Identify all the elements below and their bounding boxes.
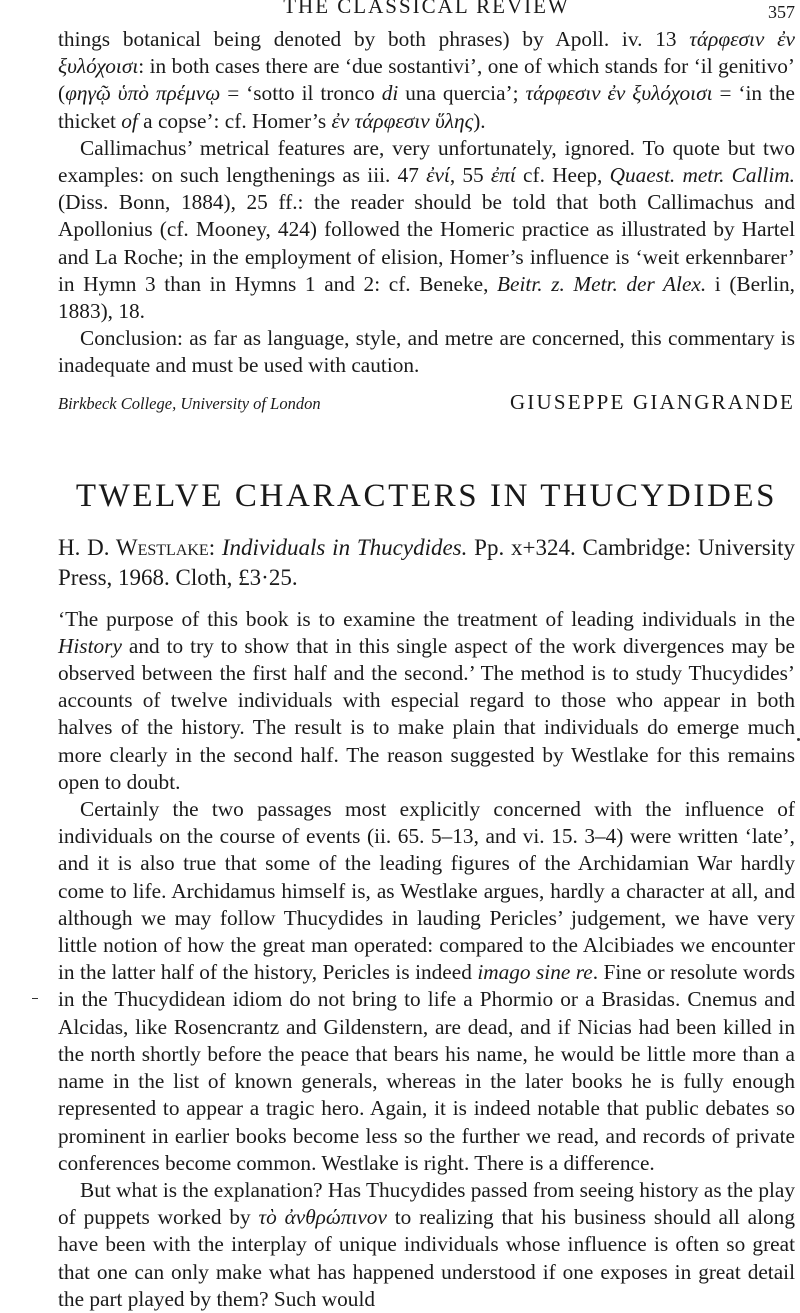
book-title: Quaest. metr. Callim. [609,163,795,188]
book-details: Pp. x+324. Cambridge: University Press, 1968. Cloth, £3·25. [58,534,795,590]
running-head [58,0,795,26]
book-title: Individuals in Thucydides. [221,534,468,560]
latin-phrase: imago sine re [477,960,593,985]
previous-review-body [58,26,795,380]
greek-quote: ἐν τάρφεσιν ὕλης [331,108,474,133]
page-number: 357 [768,2,795,22]
paragraph: Conclusion: as far as language, style, and metre are concerned, this commentary is inadequate and must be used with caution. [58,326,795,378]
review-body [58,606,795,1313]
reviewer-affiliation: Birkbeck College, University of London [58,393,321,413]
greek-quote: φηγῷ ὑπὸ πρέμνῳ [65,81,221,106]
book-author: H. D. Westlake [58,534,209,560]
reviewer-name: GIUSEPPE GIANGRANDE [509,389,795,414]
greek-phrase: τὸ ἀνθρώπινον [258,1205,387,1230]
page [58,0,796,1311]
paragraph: things botanical being denoted by both phrases) by Apoll. iv. 13 τάρφεσιν ἐν ξυλόχοισι: in both cases there are ‘due sostantivi’, one of which stands for ‘il genitivo’ (φηγῷ ὑπὸ πρέμνῳ = ‘sotto il tronco di una quercia’; τάρφεσιν ἐν ξυλόχοισι = ‘in the thicket of a copse’: cf. Homer’s ἐν τάρφεσιν ὕλης). [58,27,796,133]
book-citation: H. D. Westlake: Individuals in Thucydides. Pp. x+324. Cambridge: University Press, 1968. Cloth, £3·25. [58,534,795,590]
greek-word: ἐπί [490,163,516,188]
running-title: THE CLASSICAL REVIEW [283,0,570,18]
paragraph: ‘The purpose of this book is to examine the treatment of leading individuals in the History and to try to show that in this single aspect of the work divergences may be observed between the first half and the second.’ The method is to study Thucydides’ accounts of twelve individuals with especial regard to those who appear in both halves of the history. The result is to make plain that individuals do emerge much more clearly in the second half. The reason suggested by Westlake for this remains open to doubt. [58,606,795,794]
paragraph: Callimachus’ metrical features are, very unfortunately, ignored. To quote but two examples: on such lengthenings as iii. 47 ἐνί, 55 ἐπί cf. Heep, Quaest. metr. Callim. (Diss. Bonn, 1884), 25 ff.: the reader should be told that both Callimachus and Apollonius (cf. Mooney, 424) followed the Homeric practice as illustrated by Hartel and La Roche; in the employment of elision, Homer’s influence is ‘weit erkennbarer’ in Hymn 3 than in Hymns 1 and 2: cf. Beneke, Beitr. z. Metr. der Alex. i (Berlin, 1883), 18. [58,135,795,324]
paragraph: Certainly the two passages most explicitly concerned with the influence of individuals on the course of events (ii. 65. 5–13, and vi. 15. 3–4) were written ‘late’, and it is also true that some of the leading figures of the Archidamian War hardly come to life. Archidamus himself is, as Westlake argues, hardly a character at all, and although we may follow Thucydides in lauding Pericles’ judgement, we have very little notion of how the great man operated: compared to the Alcibiades we encounter in the latter half of the history, Pericles is indeed imago sine re. Fine or resolute words in the Thucydidean idiom do not bring to life a Phormio or a Brasidas. Cnemus and Alcidas, like Rosencrantz and Gildenstern, are dead, and if Nicias had been killed in the north shortly before the peace that bears his name, he would be little more than a name in the list of known generals, whereas in the later books he is fully enough represented to appear a tragic hero. Again, it is indeed notable that public debates so prominent in earlier books become less so the further we read, and records of private conferences become common. Westlake is right. There is a difference. [58,797,795,1175]
margin-dash [32,998,38,999]
greek-quote: τάρφεσιν ἐν ξυλόχοισι [525,81,713,106]
greek-word: ἐνί [426,163,450,188]
greek-quote: τάρφεσιν ἐν ξυλόχοισι [58,27,795,79]
paragraph: But what is the explanation? Has Thucydides passed from seeing history as the play of puppets worked by τὸ ἀνθρώπινον to realizing that his business should all along have been with the interplay of unique individuals whose influence is often so great that one can only make what has happened understood if one exposes in great detail the part played by them? Such would [58,1177,795,1311]
review-title: TWELVE CHARACTERS IN THUCYDIDES [75,477,778,514]
book-title: Beitr. z. Metr. der Alex. [497,271,707,296]
review-signature [58,390,795,415]
